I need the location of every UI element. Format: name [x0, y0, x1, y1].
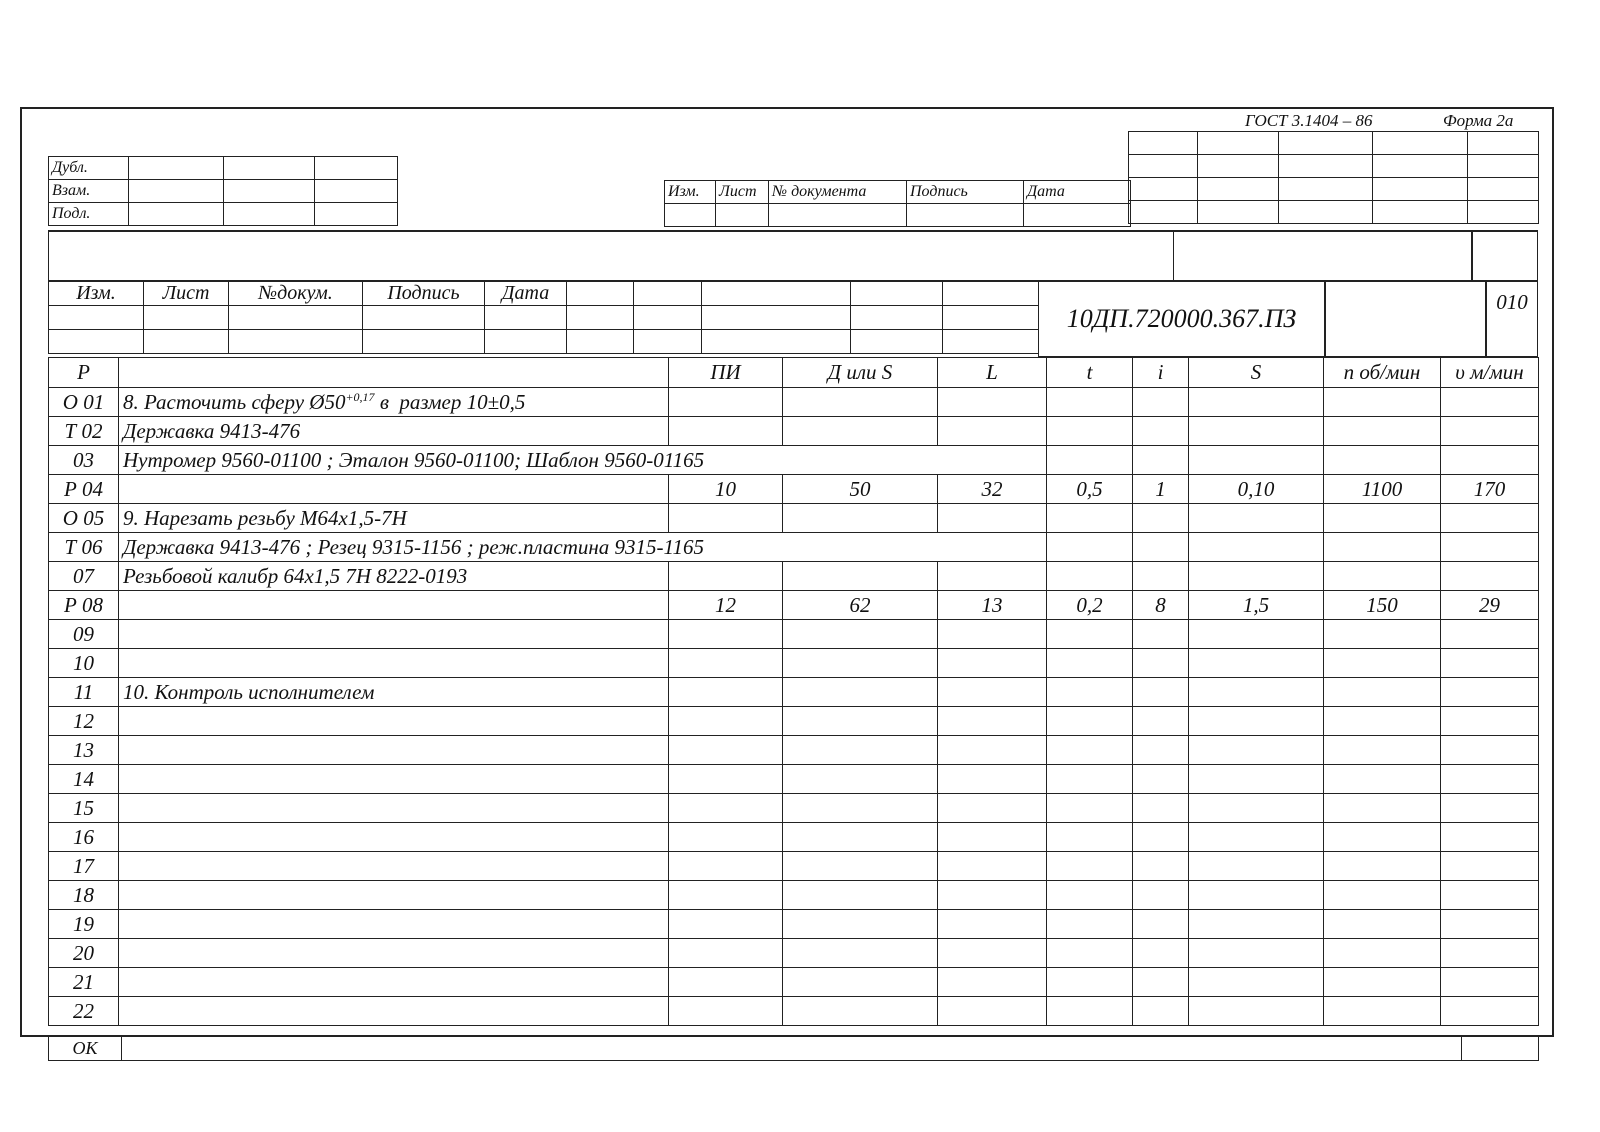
- cell-n: [1324, 910, 1441, 939]
- cell-n: [1324, 504, 1441, 533]
- cell-d: [783, 504, 938, 533]
- cell-i: [1133, 678, 1189, 707]
- cell-t: [1047, 939, 1133, 968]
- izm-label: Изм.: [665, 181, 716, 204]
- cell-l: [938, 649, 1047, 678]
- cell-t: [1047, 823, 1133, 852]
- cell-d: [783, 388, 938, 417]
- row-code: 21: [49, 968, 119, 997]
- cell-v: [1441, 852, 1539, 881]
- cell-t: [1047, 533, 1133, 562]
- cell-s: [1189, 388, 1324, 417]
- cell-t: [1047, 388, 1133, 417]
- row-code: 15: [49, 794, 119, 823]
- cell-d: [783, 417, 938, 446]
- form-label: Форма 2а: [1443, 111, 1514, 130]
- list-label: Лист: [716, 181, 769, 204]
- code-side-cell: [1325, 281, 1486, 357]
- row-code: Р 08: [49, 591, 119, 620]
- row-text: Державка 9413-476 ; Резец 9315-1156 ; реж.пластина 9315-1165: [119, 533, 1047, 562]
- col-pi: ПИ: [669, 358, 783, 388]
- cell-v: [1441, 620, 1539, 649]
- cell-n: [1324, 417, 1441, 446]
- table-row: [49, 852, 1539, 881]
- document-code: 10ДП.720000.367.ПЗ: [1038, 281, 1325, 357]
- row-text: [119, 968, 669, 997]
- row-code: О 05: [49, 504, 119, 533]
- cell-pi: [669, 765, 783, 794]
- cell-s: [1189, 997, 1324, 1026]
- cell-i: [1133, 968, 1189, 997]
- cell-t: [1047, 446, 1133, 475]
- cell-d: [783, 620, 938, 649]
- cell-s: [1189, 852, 1324, 881]
- row-text: [119, 649, 669, 678]
- cell-n: [1324, 620, 1441, 649]
- cell-i: [1133, 417, 1189, 446]
- change-block-bottom: [48, 281, 1039, 354]
- dup-label: Дубл.: [49, 157, 129, 180]
- cell-t: 0,2: [1047, 591, 1133, 620]
- row-code: 12: [49, 707, 119, 736]
- col-l: L: [938, 358, 1047, 388]
- table-row: [49, 446, 1539, 475]
- cell-i: [1133, 910, 1189, 939]
- table-row: [49, 823, 1539, 852]
- row-text: [119, 910, 669, 939]
- izm-label-2: Изм.: [49, 282, 144, 306]
- row-text: [119, 388, 669, 417]
- cell-d: [783, 562, 938, 591]
- cell-v: [1441, 678, 1539, 707]
- cell-i: [1133, 823, 1189, 852]
- cell-i: [1133, 997, 1189, 1026]
- cell-v: [1441, 794, 1539, 823]
- row-code: 19: [49, 910, 119, 939]
- col-p: Р: [49, 358, 119, 388]
- table-row: [49, 620, 1539, 649]
- sign-label-2: Подпись: [363, 282, 485, 306]
- row-text: Нутромер 9560-01100 ; Эталон 9560-01100; Шаблон 9560-01165: [119, 446, 1047, 475]
- cell-i: [1133, 649, 1189, 678]
- table-row: [49, 649, 1539, 678]
- cell-n: 1100: [1324, 475, 1441, 504]
- cell-pi: [669, 707, 783, 736]
- cell-l: [938, 823, 1047, 852]
- cell-pi: [669, 939, 783, 968]
- cell-n: [1324, 968, 1441, 997]
- row-text: [119, 620, 669, 649]
- row-text: [119, 765, 669, 794]
- row-text-tail: в размер 10±0,5: [374, 389, 526, 414]
- col-i: i: [1133, 358, 1189, 388]
- table-row: [49, 475, 1539, 504]
- row-text: [119, 881, 669, 910]
- cell-i: [1133, 533, 1189, 562]
- cell-l: [938, 620, 1047, 649]
- cell-d: [783, 852, 938, 881]
- doc-label-2: №докум.: [229, 282, 363, 306]
- cell-i: 8: [1133, 591, 1189, 620]
- cell-n: [1324, 678, 1441, 707]
- cell-pi: [669, 794, 783, 823]
- cell-i: [1133, 794, 1189, 823]
- cell-n: 150: [1324, 591, 1441, 620]
- row-text: [119, 591, 669, 620]
- row-text: [119, 794, 669, 823]
- cell-n: [1324, 765, 1441, 794]
- cell-v: [1441, 562, 1539, 591]
- row-code: 22: [49, 997, 119, 1026]
- cell-i: [1133, 562, 1189, 591]
- cell-v: [1441, 446, 1539, 475]
- cell-v: [1441, 417, 1539, 446]
- cell-pi: [669, 504, 783, 533]
- table-row: [49, 939, 1539, 968]
- cell-n: [1324, 736, 1441, 765]
- cell-l: [938, 968, 1047, 997]
- table-row: [49, 504, 1539, 533]
- cell-n: [1324, 533, 1441, 562]
- cell-t: 0,5: [1047, 475, 1133, 504]
- cell-t: [1047, 504, 1133, 533]
- cell-pi: [669, 997, 783, 1026]
- table-row: [49, 881, 1539, 910]
- cell-l: 13: [938, 591, 1047, 620]
- cell-pi: [669, 910, 783, 939]
- cell-s: [1189, 504, 1324, 533]
- cell-l: [938, 707, 1047, 736]
- cell-d: [783, 968, 938, 997]
- operations-table: [48, 357, 1539, 1026]
- date-label: Дата: [1024, 181, 1131, 204]
- table-row: [49, 533, 1539, 562]
- cell-s: [1189, 417, 1324, 446]
- cell-v: [1441, 388, 1539, 417]
- cell-i: [1133, 736, 1189, 765]
- cell-v: 29: [1441, 591, 1539, 620]
- gost-label: ГОСТ 3.1404 – 86: [1245, 111, 1373, 130]
- cell-n: [1324, 707, 1441, 736]
- row-text: [119, 475, 669, 504]
- cell-t: [1047, 968, 1133, 997]
- cell-s: [1189, 881, 1324, 910]
- cell-n: [1324, 446, 1441, 475]
- row-code: 13: [49, 736, 119, 765]
- cell-s: [1189, 707, 1324, 736]
- row-text: Державка 9413-476: [119, 417, 669, 446]
- cell-v: [1441, 736, 1539, 765]
- row-text: 9. Нарезать резьбу М64х1,5-7Н: [119, 504, 669, 533]
- cell-pi: [669, 881, 783, 910]
- tolerance-sup: +0,17: [345, 389, 375, 404]
- cell-t: [1047, 707, 1133, 736]
- table-row: [49, 388, 1539, 417]
- cell-s: [1189, 562, 1324, 591]
- footer-row: [48, 1036, 1539, 1061]
- cell-t: [1047, 620, 1133, 649]
- row-code: Т 06: [49, 533, 119, 562]
- cell-n: [1324, 939, 1441, 968]
- cell-v: [1441, 968, 1539, 997]
- cell-n: [1324, 823, 1441, 852]
- row-code: 07: [49, 562, 119, 591]
- cell-t: [1047, 765, 1133, 794]
- row-code: 14: [49, 765, 119, 794]
- band-divider: [1173, 230, 1174, 281]
- cell-pi: [669, 852, 783, 881]
- cell-s: [1189, 446, 1324, 475]
- cell-s: [1189, 910, 1324, 939]
- row-code: 16: [49, 823, 119, 852]
- cell-s: 1,5: [1189, 591, 1324, 620]
- cell-pi: [669, 823, 783, 852]
- cell-l: [938, 794, 1047, 823]
- row-text: [119, 997, 669, 1026]
- cell-l: [938, 852, 1047, 881]
- cell-pi: [669, 388, 783, 417]
- cell-t: [1047, 736, 1133, 765]
- sheet-number: 010: [1486, 281, 1538, 357]
- table-row: [49, 794, 1539, 823]
- cell-d: [783, 997, 938, 1026]
- cell-i: [1133, 388, 1189, 417]
- cell-d: [783, 736, 938, 765]
- row-code: Р 04: [49, 475, 119, 504]
- cell-l: [938, 678, 1047, 707]
- cell-pi: 12: [669, 591, 783, 620]
- table-row: [49, 736, 1539, 765]
- cell-pi: [669, 968, 783, 997]
- table-row: [49, 910, 1539, 939]
- cell-l: [938, 939, 1047, 968]
- row-code: 18: [49, 881, 119, 910]
- row-code: 17: [49, 852, 119, 881]
- row-text: 10. Контроль исполнителем: [119, 678, 669, 707]
- cell-i: [1133, 446, 1189, 475]
- col-n: n об/мин: [1324, 358, 1441, 388]
- cell-i: [1133, 620, 1189, 649]
- cell-s: 0,10: [1189, 475, 1324, 504]
- cell-n: [1324, 388, 1441, 417]
- blank-band: [48, 230, 1538, 281]
- cell-v: [1441, 504, 1539, 533]
- table-row: [49, 417, 1539, 446]
- cell-pi: [669, 678, 783, 707]
- cell-pi: [669, 736, 783, 765]
- row-code: 09: [49, 620, 119, 649]
- row-text: [119, 707, 669, 736]
- cell-s: [1189, 620, 1324, 649]
- row-code: 20: [49, 939, 119, 968]
- row-text: Резьбовой калибр 64х1,5 7Н 8222-0193: [119, 562, 669, 591]
- table-row: [49, 678, 1539, 707]
- cell-pi: [669, 649, 783, 678]
- cell-l: [938, 765, 1047, 794]
- list-label-2: Лист: [144, 282, 229, 306]
- cell-t: [1047, 997, 1133, 1026]
- cell-s: [1189, 533, 1324, 562]
- cell-l: [938, 736, 1047, 765]
- cell-d: 50: [783, 475, 938, 504]
- row-code: 10: [49, 649, 119, 678]
- cell-v: [1441, 910, 1539, 939]
- row-text: [119, 823, 669, 852]
- cell-pi: [669, 417, 783, 446]
- cell-pi: [669, 620, 783, 649]
- doc-label: № документа: [769, 181, 907, 204]
- cell-l: [938, 417, 1047, 446]
- cell-l: [938, 910, 1047, 939]
- cell-d: [783, 823, 938, 852]
- row-code: Т 02: [49, 417, 119, 446]
- footer-code: ОК: [49, 1037, 122, 1061]
- cell-s: [1189, 823, 1324, 852]
- cell-d: [783, 707, 938, 736]
- top-right-grid: [1128, 131, 1539, 224]
- cell-n: [1324, 562, 1441, 591]
- row-text: [119, 736, 669, 765]
- cell-d: [783, 794, 938, 823]
- cell-v: [1441, 707, 1539, 736]
- cell-t: [1047, 649, 1133, 678]
- row-code: 11: [49, 678, 119, 707]
- cell-l: 32: [938, 475, 1047, 504]
- original-label: Подл.: [49, 203, 129, 226]
- cell-v: [1441, 997, 1539, 1026]
- row-code: 03: [49, 446, 119, 475]
- cell-t: [1047, 417, 1133, 446]
- cell-l: [938, 504, 1047, 533]
- cell-s: [1189, 765, 1324, 794]
- row-code: О 01: [49, 388, 119, 417]
- cell-l: [938, 562, 1047, 591]
- cell-s: [1189, 968, 1324, 997]
- cell-v: [1441, 533, 1539, 562]
- cell-v: 170: [1441, 475, 1539, 504]
- cell-v: [1441, 823, 1539, 852]
- cell-d: 62: [783, 591, 938, 620]
- row-text: [119, 939, 669, 968]
- cell-pi: [669, 562, 783, 591]
- cell-t: [1047, 881, 1133, 910]
- cell-i: [1133, 707, 1189, 736]
- cell-pi: 10: [669, 475, 783, 504]
- cell-s: [1189, 649, 1324, 678]
- cell-d: [783, 678, 938, 707]
- cell-s: [1189, 678, 1324, 707]
- col-d-or-s: Д или S: [783, 358, 938, 388]
- table-row: [49, 562, 1539, 591]
- cell-d: [783, 939, 938, 968]
- cell-t: [1047, 794, 1133, 823]
- band-divider-2: [1471, 230, 1473, 281]
- cell-n: [1324, 881, 1441, 910]
- date-label-2: Дата: [485, 282, 567, 306]
- cell-n: [1324, 649, 1441, 678]
- col-v: υ м/мин: [1441, 358, 1539, 388]
- cell-n: [1324, 794, 1441, 823]
- cell-i: [1133, 881, 1189, 910]
- row-text: [119, 852, 669, 881]
- cell-l: [938, 388, 1047, 417]
- cell-s: [1189, 939, 1324, 968]
- cell-s: [1189, 736, 1324, 765]
- cell-i: [1133, 852, 1189, 881]
- cell-v: [1441, 649, 1539, 678]
- cell-i: 1: [1133, 475, 1189, 504]
- cell-i: [1133, 939, 1189, 968]
- cell-v: [1441, 881, 1539, 910]
- cell-i: [1133, 504, 1189, 533]
- cell-t: [1047, 562, 1133, 591]
- table-row: [49, 707, 1539, 736]
- cell-d: [783, 765, 938, 794]
- table-row: [49, 968, 1539, 997]
- cell-n: [1324, 852, 1441, 881]
- col-s: S: [1189, 358, 1324, 388]
- cell-v: [1441, 765, 1539, 794]
- cell-d: [783, 910, 938, 939]
- cell-t: [1047, 852, 1133, 881]
- table-row: [49, 997, 1539, 1026]
- change-block-top: [664, 180, 1131, 227]
- sign-label: Подпись: [907, 181, 1024, 204]
- cell-d: [783, 649, 938, 678]
- table-row: [49, 765, 1539, 794]
- cell-d: [783, 881, 938, 910]
- cell-v: [1441, 939, 1539, 968]
- cell-n: [1324, 997, 1441, 1026]
- duplicate-block: [48, 156, 398, 226]
- cell-l: [938, 881, 1047, 910]
- cell-l: [938, 997, 1047, 1026]
- cell-s: [1189, 794, 1324, 823]
- replace-label: Взам.: [49, 180, 129, 203]
- table-row: [49, 591, 1539, 620]
- cell-i: [1133, 765, 1189, 794]
- col-t: t: [1047, 358, 1133, 388]
- row-text-main: 8. Расточить сферу Ø50: [123, 389, 346, 414]
- cell-t: [1047, 910, 1133, 939]
- cell-t: [1047, 678, 1133, 707]
